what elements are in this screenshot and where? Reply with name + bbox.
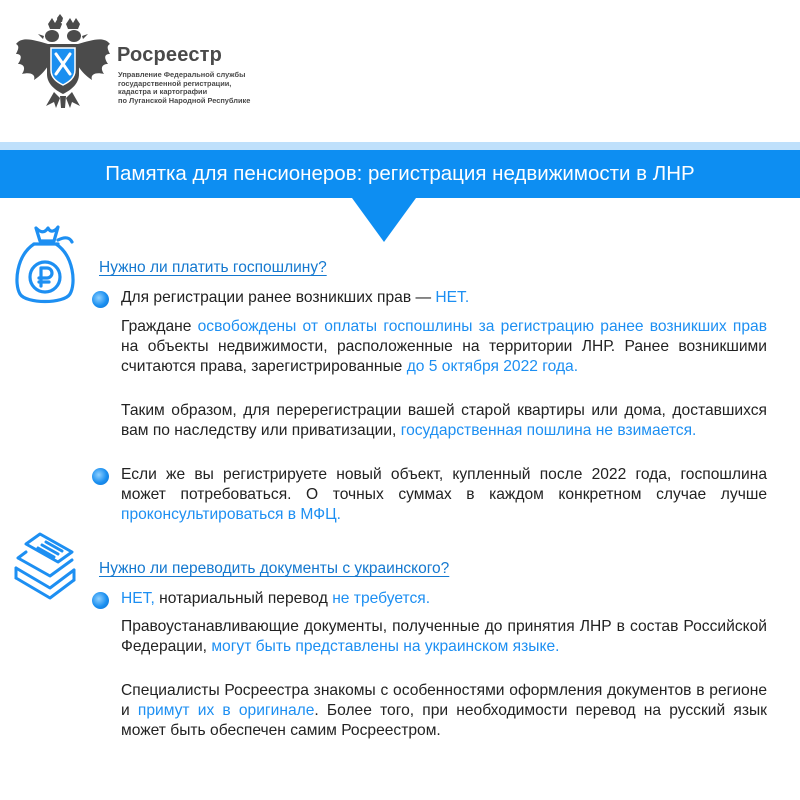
highlight: могут быть представлены на украинском языке. [211, 638, 560, 655]
bullet-icon [92, 291, 109, 308]
question-state-fee: Нужно ли платить госпошлину? [99, 259, 327, 276]
paragraph-specialists [121, 681, 767, 741]
brand-subtitle [118, 71, 268, 105]
money-bag-ruble-icon [12, 222, 78, 308]
brand-subtitle-line: Управление Федеральной службы [118, 70, 246, 79]
text: Специалисты Росреестра знакомы с особенностями оформления документов в регионе и [121, 682, 767, 719]
answer-no: НЕТ, [121, 590, 155, 607]
highlight-date: до 5 октября 2022 года. [406, 358, 579, 375]
text: на объекты недвижимости, расположенные на территории ЛНР. Ранее возникшими считаются права, зарегистрированные [121, 338, 767, 375]
document-stack-icon [10, 530, 80, 600]
down-arrow-icon [352, 198, 416, 242]
page-title: Памятка для пенсионеров: регистрация недвижимости в ЛНР [105, 162, 695, 185]
paragraph-exemption [121, 317, 767, 377]
bullet-icon [92, 468, 109, 485]
text: Таким образом, для перерегистрации вашей старой квартиры или дома, доставшихся вам по наследству или приватизации, [121, 402, 767, 439]
highlight-original: примут их в оригинале [137, 702, 315, 719]
bullet-no-translation [121, 589, 767, 609]
text: Если же вы регистрируете новый объект, купленный после 2022 года, госпошлина может потребоваться. О точных суммах в каждом конкретном случае лучше [121, 466, 767, 503]
text: нотариальный перевод [154, 590, 333, 607]
question-translation: Нужно ли переводить документы с украинского? [99, 560, 450, 577]
highlight: государственная пошлина не взимается. [400, 422, 697, 439]
text: Граждане [121, 318, 198, 335]
bullet-new-object [121, 465, 767, 525]
brand-name: Росреестр [117, 44, 223, 66]
rosreestr-emblem-icon [14, 14, 112, 114]
brand-subtitle-line: по Луганской Народной Республике [118, 95, 251, 105]
bullet-text: Для регистрации ранее возникших прав — [121, 289, 436, 306]
highlight-mfc: проконсультироваться в МФЦ. [121, 506, 341, 523]
bullet-prior-rights [121, 288, 767, 308]
text: . Более того, при необходимости перевод на русский язык может быть обеспечен самим Росреестром. [121, 702, 767, 739]
brand-subtitle-line: государственной регистрации, [118, 78, 232, 88]
paragraph-reregistration [121, 401, 767, 441]
highlight: не требуется. [332, 590, 431, 607]
answer-no: НЕТ. [435, 289, 470, 306]
brand-subtitle-line: кадастра и картографии [118, 87, 208, 97]
text: Правоустанавливающие документы, полученные до принятия ЛНР в состав Российской Федерации, [121, 618, 767, 655]
bullet-icon [92, 592, 109, 609]
paragraph-ukrainian-docs [121, 617, 767, 657]
highlight: освобождены от оплаты госпошлины за регистрацию ранее возникших прав [197, 318, 768, 335]
